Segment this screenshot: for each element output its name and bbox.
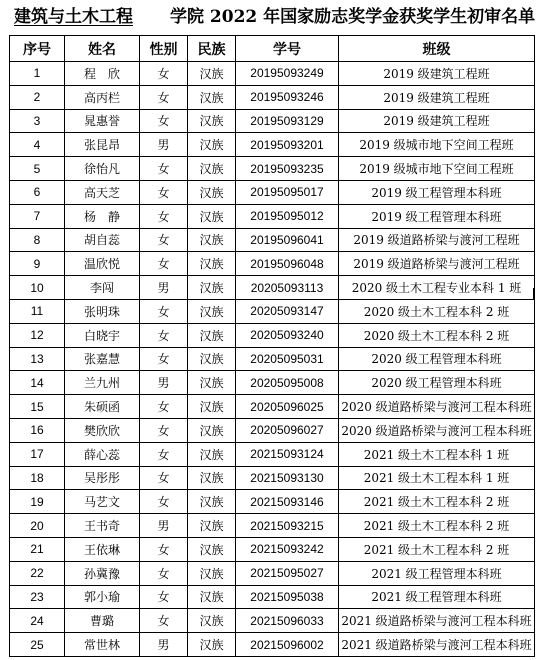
cell-gender: 女 [140,85,188,109]
cell-student-id: 20195093246 [236,85,339,109]
table-row [10,514,535,538]
cell-student-id: 20215093124 [236,442,339,466]
cell-name: 马艺文 [65,490,140,514]
cell-student-id: 20215093242 [236,537,339,561]
table-row [10,252,535,276]
cell-class: 2021 级土木工程本科 1 班 [339,442,535,466]
cell-gender: 女 [140,62,188,86]
table-row [10,180,535,204]
cell-index: 1 [10,62,65,86]
cell-ethnicity: 汉族 [188,62,236,86]
cell-class: 2020 级道路桥梁与渡河工程本科班 [339,395,535,419]
cell-name: 朱硕函 [65,395,140,419]
cell-index: 4 [10,133,65,157]
cell-class: 2020 级土木工程本科 2 班 [339,299,535,323]
title-department: 建筑与土木工程 [14,7,133,27]
cell-class: 2020 级土木工程本科 2 班 [339,323,535,347]
cell-index: 14 [10,371,65,395]
cell-gender: 男 [140,371,188,395]
table-row [10,62,535,86]
table-row [10,204,535,228]
header-name: 姓名 [65,36,140,62]
cell-class: 2021 级道路桥梁与渡河工程本科班 [339,633,535,657]
cell-class: 2021 级土木工程本科 2 班 [339,514,535,538]
cell-student-id: 20215093146 [236,490,339,514]
cell-class: 2021 级道路桥梁与渡河工程本科班 [339,609,535,633]
cell-index: 6 [10,180,65,204]
cell-index: 13 [10,347,65,371]
table-row [10,276,535,300]
cell-name: 孙冀豫 [65,561,140,585]
cell-ethnicity: 汉族 [188,109,236,133]
header-class: 班级 [339,36,535,62]
cell-gender: 男 [140,633,188,657]
cell-ethnicity: 汉族 [188,85,236,109]
header-gender: 性别 [140,36,188,62]
table-row [10,609,535,633]
table-row [10,585,535,609]
cell-gender: 女 [140,537,188,561]
cell-gender: 女 [140,204,188,228]
cell-class: 2020 级道路桥梁与渡河工程本科班 [339,418,535,442]
cell-ethnicity: 汉族 [188,609,236,633]
cell-class: 2021 级土木工程本科 2 班 [339,537,535,561]
cell-student-id: 20215093130 [236,466,339,490]
cell-gender: 女 [140,180,188,204]
table-row [10,537,535,561]
cell-ethnicity: 汉族 [188,276,236,300]
cell-gender: 女 [140,418,188,442]
cell-name: 兰九州 [65,371,140,395]
cell-gender: 女 [140,299,188,323]
cell-ethnicity: 汉族 [188,252,236,276]
cell-student-id: 20205093240 [236,323,339,347]
cell-index: 5 [10,157,65,181]
cell-class: 2021 级土木工程本科 1 班 [339,466,535,490]
table-row [10,466,535,490]
cell-student-id: 20195096041 [236,228,339,252]
cell-class: 2020 级工程管理本科班 [339,347,535,371]
cell-ethnicity: 汉族 [188,537,236,561]
cell-ethnicity: 汉族 [188,133,236,157]
table-row [10,323,535,347]
cell-class: 2019 级道路桥梁与渡河工程班 [339,228,535,252]
cell-student-id: 20215095038 [236,585,339,609]
cell-name: 程 欣 [65,62,140,86]
cell-student-id: 20195093129 [236,109,339,133]
cell-name: 胡自蕊 [65,228,140,252]
cell-class: 2021 级工程管理本科班 [339,561,535,585]
table-row [10,395,535,419]
cell-gender: 女 [140,490,188,514]
cell-student-id: 20205095031 [236,347,339,371]
cell-ethnicity: 汉族 [188,514,236,538]
cell-student-id: 20205093113 [236,276,339,300]
cell-student-id: 20195096048 [236,252,339,276]
cell-ethnicity: 汉族 [188,490,236,514]
cell-gender: 男 [140,276,188,300]
cell-student-id: 20195095012 [236,204,339,228]
cell-name: 曹璐 [65,609,140,633]
cell-index: 3 [10,109,65,133]
cell-class: 2019 级道路桥梁与渡河工程班 [339,252,535,276]
cell-gender: 女 [140,395,188,419]
table-row [10,561,535,585]
cell-gender: 女 [140,561,188,585]
cell-class: 2019 级城市地下空间工程班 [339,133,535,157]
cell-name: 张昆昂 [65,133,140,157]
table-row [10,490,535,514]
cell-name: 王书奇 [65,514,140,538]
table-row [10,371,535,395]
table-row [10,133,535,157]
cell-index: 22 [10,561,65,585]
cell-ethnicity: 汉族 [188,561,236,585]
cell-student-id: 20195093201 [236,133,339,157]
cell-class: 2020 级工程管理本科班 [339,371,535,395]
cell-gender: 男 [140,514,188,538]
cell-index: 15 [10,395,65,419]
cell-gender: 女 [140,442,188,466]
cell-gender: 女 [140,585,188,609]
cell-class: 2019 级建筑工程班 [339,62,535,86]
cell-index: 16 [10,418,65,442]
table-row [10,109,535,133]
cell-student-id: 20215095027 [236,561,339,585]
cell-gender: 女 [140,252,188,276]
cell-name: 晁惠誉 [65,109,140,133]
cell-class: 2019 级工程管理本科班 [339,180,535,204]
cell-name: 白晓宇 [65,323,140,347]
cell-index: 23 [10,585,65,609]
table-row [10,442,535,466]
cell-student-id: 20205096025 [236,395,339,419]
cell-ethnicity: 汉族 [188,371,236,395]
header-index: 序号 [10,36,65,62]
header-student-id: 学号 [236,36,339,62]
cell-ethnicity: 汉族 [188,442,236,466]
cell-name: 高丙栏 [65,85,140,109]
cell-index: 19 [10,490,65,514]
cell-class: 2019 级工程管理本科班 [339,204,535,228]
cell-gender: 女 [140,157,188,181]
cell-gender: 女 [140,466,188,490]
table-body [10,62,535,657]
cell-name: 薛心蕊 [65,442,140,466]
cell-index: 10 [10,276,65,300]
cell-class: 2020 级土木工程专业本科 1 班 [339,276,535,300]
cell-ethnicity: 汉族 [188,347,236,371]
cell-class: 2021 级土木工程本科 2 班 [339,490,535,514]
table-row [10,299,535,323]
cell-class: 2019 级城市地下空间工程班 [339,157,535,181]
cell-ethnicity: 汉族 [188,633,236,657]
cell-gender: 女 [140,323,188,347]
cell-ethnicity: 汉族 [188,228,236,252]
table-row [10,157,535,181]
table-row [10,633,535,657]
cell-ethnicity: 汉族 [188,204,236,228]
cell-name: 温欣悦 [65,252,140,276]
table-row [10,347,535,371]
page-title [0,0,545,34]
cell-index: 9 [10,252,65,276]
cell-name: 张嘉慧 [65,347,140,371]
cell-name: 樊欣欣 [65,418,140,442]
cell-student-id: 20215093215 [236,514,339,538]
cell-index: 25 [10,633,65,657]
cell-gender: 男 [140,133,188,157]
table-header-row [10,36,535,62]
cell-student-id: 20205093147 [236,299,339,323]
cell-gender: 女 [140,228,188,252]
cell-name: 张明珠 [65,299,140,323]
table-row [10,418,535,442]
cell-index: 2 [10,85,65,109]
cell-ethnicity: 汉族 [188,299,236,323]
cell-student-id: 20195093249 [236,62,339,86]
cell-name: 李闯 [65,276,140,300]
cell-class: 2019 级建筑工程班 [339,109,535,133]
cell-index: 21 [10,537,65,561]
cell-student-id: 20195095017 [236,180,339,204]
cell-index: 12 [10,323,65,347]
cell-name: 高天芝 [65,180,140,204]
cell-ethnicity: 汉族 [188,395,236,419]
cell-name: 杨 静 [65,204,140,228]
cell-index: 8 [10,228,65,252]
cell-gender: 女 [140,109,188,133]
table-row [10,85,535,109]
cell-gender: 女 [140,347,188,371]
cell-ethnicity: 汉族 [188,585,236,609]
cell-student-id: 20205095008 [236,371,339,395]
cell-ethnicity: 汉族 [188,157,236,181]
cell-index: 20 [10,514,65,538]
cell-index: 18 [10,466,65,490]
cell-name: 吴彤彤 [65,466,140,490]
cell-index: 11 [10,299,65,323]
cell-index: 17 [10,442,65,466]
cell-class: 2019 级建筑工程班 [339,85,535,109]
cell-name: 郭小瑜 [65,585,140,609]
table-row [10,228,535,252]
cell-student-id: 20205096027 [236,418,339,442]
title-text: 学院 2022 年国家励志奖学金获奖学生初审名单 [170,7,536,27]
cell-ethnicity: 汉族 [188,323,236,347]
cell-ethnicity: 汉族 [188,466,236,490]
student-roster-table [9,35,535,657]
cell-gender: 女 [140,609,188,633]
cell-ethnicity: 汉族 [188,180,236,204]
cell-name: 徐怡凡 [65,157,140,181]
column-marker [533,288,535,300]
header-ethnicity: 民族 [188,36,236,62]
cell-index: 24 [10,609,65,633]
cell-ethnicity: 汉族 [188,418,236,442]
cell-class: 2021 级工程管理本科班 [339,585,535,609]
cell-student-id: 20195093235 [236,157,339,181]
cell-name: 常世林 [65,633,140,657]
cell-student-id: 20215096033 [236,609,339,633]
cell-name: 王依琳 [65,537,140,561]
cell-index: 7 [10,204,65,228]
cell-student-id: 20215096002 [236,633,339,657]
